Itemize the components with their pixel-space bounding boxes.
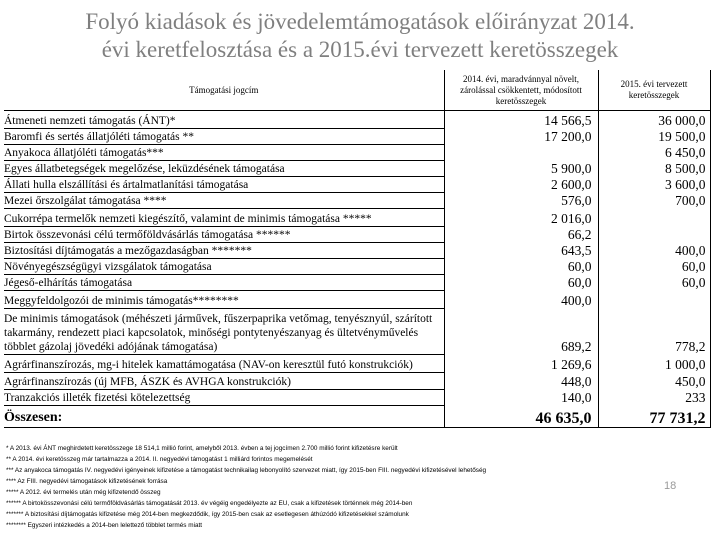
row-value-2015: 6 450,0 [598,145,710,161]
row-label: De minimis támogatások (méhészeti járművek, fűszerpaprika vetőmag, tenyésznyúl, szárított takarmány, rendezett piaci kapcsolatok, minőségi pontytenyészanyag és ültetvényművelés többlet gázolaj jövedéki adójának támogatása) [4,309,444,355]
footnote: ****** A birtokösszevonási célú termőföldvásárlás támogatását 2013. év végéig engedélyezte az EU, csak a kifizetések történnek még 2014-ben [6,500,413,507]
row-label: Birtok összevonási célú termőföldvásárlás támogatása ****** [4,227,444,243]
row-value-2015: 233 [598,390,710,406]
slide-title [0,8,720,64]
row-value-2014: 140,0 [444,390,598,406]
total-row [4,406,710,428]
table-row [4,309,710,355]
row-label: Anyakoca állatjóléti támogatás*** [4,145,444,161]
footnote: *** Az anyakoca támogatás IV. negyedévi igényeinek kifizetése a támogatást technikailag lebonyolító szervezet miatt, így 2015-ben FIII. negyedévi kifizetésével lehetőség [6,467,487,474]
total-value-2015: 77 731,2 [598,406,710,428]
row-value-2014: 60,0 [444,259,598,275]
row-value-2014 [444,145,598,161]
row-label: Cukorrépa termelők nemzeti kiegészítő, valamint de minimis támogatása ***** [4,209,444,227]
row-value-2014: 643,5 [444,243,598,259]
table-row [4,111,710,129]
row-label: Állati hulla elszállítási és ártalmatlanítási támogatása [4,177,444,193]
table-row [4,291,710,309]
title-line-1: Folyó kiadások és jövedelemtámogatások előirányzat 2014. [85,9,635,34]
total-label: Összesen: [4,406,444,428]
row-value-2014: 400,0 [444,291,598,309]
header-legal-title: Támogatási jogcím [4,70,444,111]
page-number: 18 [664,480,677,492]
table-row [4,193,710,209]
table-header-row [4,70,710,111]
row-value-2014: 66,2 [444,227,598,243]
row-value-2015 [598,209,710,227]
row-value-2015: 8 500,0 [598,161,710,177]
row-label: Növényegészségügyi vizsgálatok támogatása [4,259,444,275]
row-label: Jégeső-elhárítás támogatása [4,275,444,291]
row-value-2014: 448,0 [444,373,598,390]
row-value-2014: 1 269,6 [444,355,598,373]
title-line-2: évi keretfelosztása és a 2015.évi tervezett keretösszegek [101,37,619,62]
budget-table [4,70,711,428]
row-value-2015: 60,0 [598,259,710,275]
table-row [4,275,710,291]
row-value-2015: 450,0 [598,373,710,390]
table-row [4,390,710,406]
row-value-2014: 689,2 [444,309,598,355]
footnote: ***** A 2012. évi termelés után még kifizetendő összeg [6,489,161,496]
row-value-2014: 17 200,0 [444,129,598,145]
row-label: Meggyfeldolgozói de minimis támogatás******** [4,291,444,309]
row-value-2014: 576,0 [444,193,598,209]
row-value-2015: 60,0 [598,275,710,291]
row-label: Egyes állatbetegségek megelőzése, leküzdésének támogatása [4,161,444,177]
row-label: Biztosítási díjtámogatás a mezőgazdaságban ******* [4,243,444,259]
row-label: Átmeneti nemzeti támogatás (ÁNT)* [4,111,444,129]
row-value-2015 [598,291,710,309]
row-value-2015: 1 000,0 [598,355,710,373]
header-2014-amounts: 2014. évi, maradvánnyal növelt, zárolással csökkentett, módosított keretösszegek [444,70,598,111]
total-value-2014: 46 635,0 [444,406,598,428]
table-row [4,209,710,227]
row-value-2015: 3 600,0 [598,177,710,193]
row-value-2015: 778,2 [598,309,710,355]
row-label: Agrárfinanszírozás (új MFB, ÁSZK és AVHGA konstrukciók) [4,373,444,390]
footnote: ******* A biztosítási díjtámogatás kifizetése még 2014-ben megkezdődik, így 2015-ben csak az esetlegesen áthúzódó kifizetésekkel számolunk [6,511,409,518]
row-value-2014: 5 900,0 [444,161,598,177]
table-row [4,227,710,243]
footnotes [6,443,666,531]
table-row [4,355,710,373]
table-row [4,161,710,177]
table-row [4,243,710,259]
row-value-2015 [598,227,710,243]
row-value-2015: 19 500,0 [598,129,710,145]
row-label: Agrárfinanszírozás, mg-i hitelek kamattámogatása (NAV-on keresztül futó konstrukciók) [4,355,444,373]
footnote: ******** Egyszeri intézkedés a 2014-ben lelettező többlet termés miatt [6,522,203,529]
row-value-2014: 14 566,5 [444,111,598,129]
row-value-2014: 2 600,0 [444,177,598,193]
row-value-2014: 60,0 [444,275,598,291]
header-2015-amounts: 2015. évi tervezett keretösszegek [598,70,710,111]
footnote: ** A 2014. évi keretösszeg már tartalmazza a 2014. II. negyedévi támogatást 1 milliárd forintos megemelését [6,456,313,463]
row-value-2015: 400,0 [598,243,710,259]
table-row [4,177,710,193]
table-row [4,129,710,145]
table-row [4,373,710,390]
footnote: * A 2013. évi ÁNT meghirdetett keretösszege 18 514,1 millió forint, amelyből 2013. évben a tej jogcímen 2.700 millió forint kifizetésre került [6,445,398,452]
row-value-2014: 2 016,0 [444,209,598,227]
row-value-2015: 36 000,0 [598,111,710,129]
footnote: **** Az FIII. negyedévi támogatások kifizetésének forrása [6,478,168,485]
table-row [4,145,710,161]
row-label: Tranzakciós illeték fizetési kötelezettség [4,390,444,406]
table-row [4,259,710,275]
row-label: Mezei őrszolgálat támogatása **** [4,193,444,209]
row-value-2015: 700,0 [598,193,710,209]
row-label: Baromfi és sertés állatjóléti támogatás ** [4,129,444,145]
